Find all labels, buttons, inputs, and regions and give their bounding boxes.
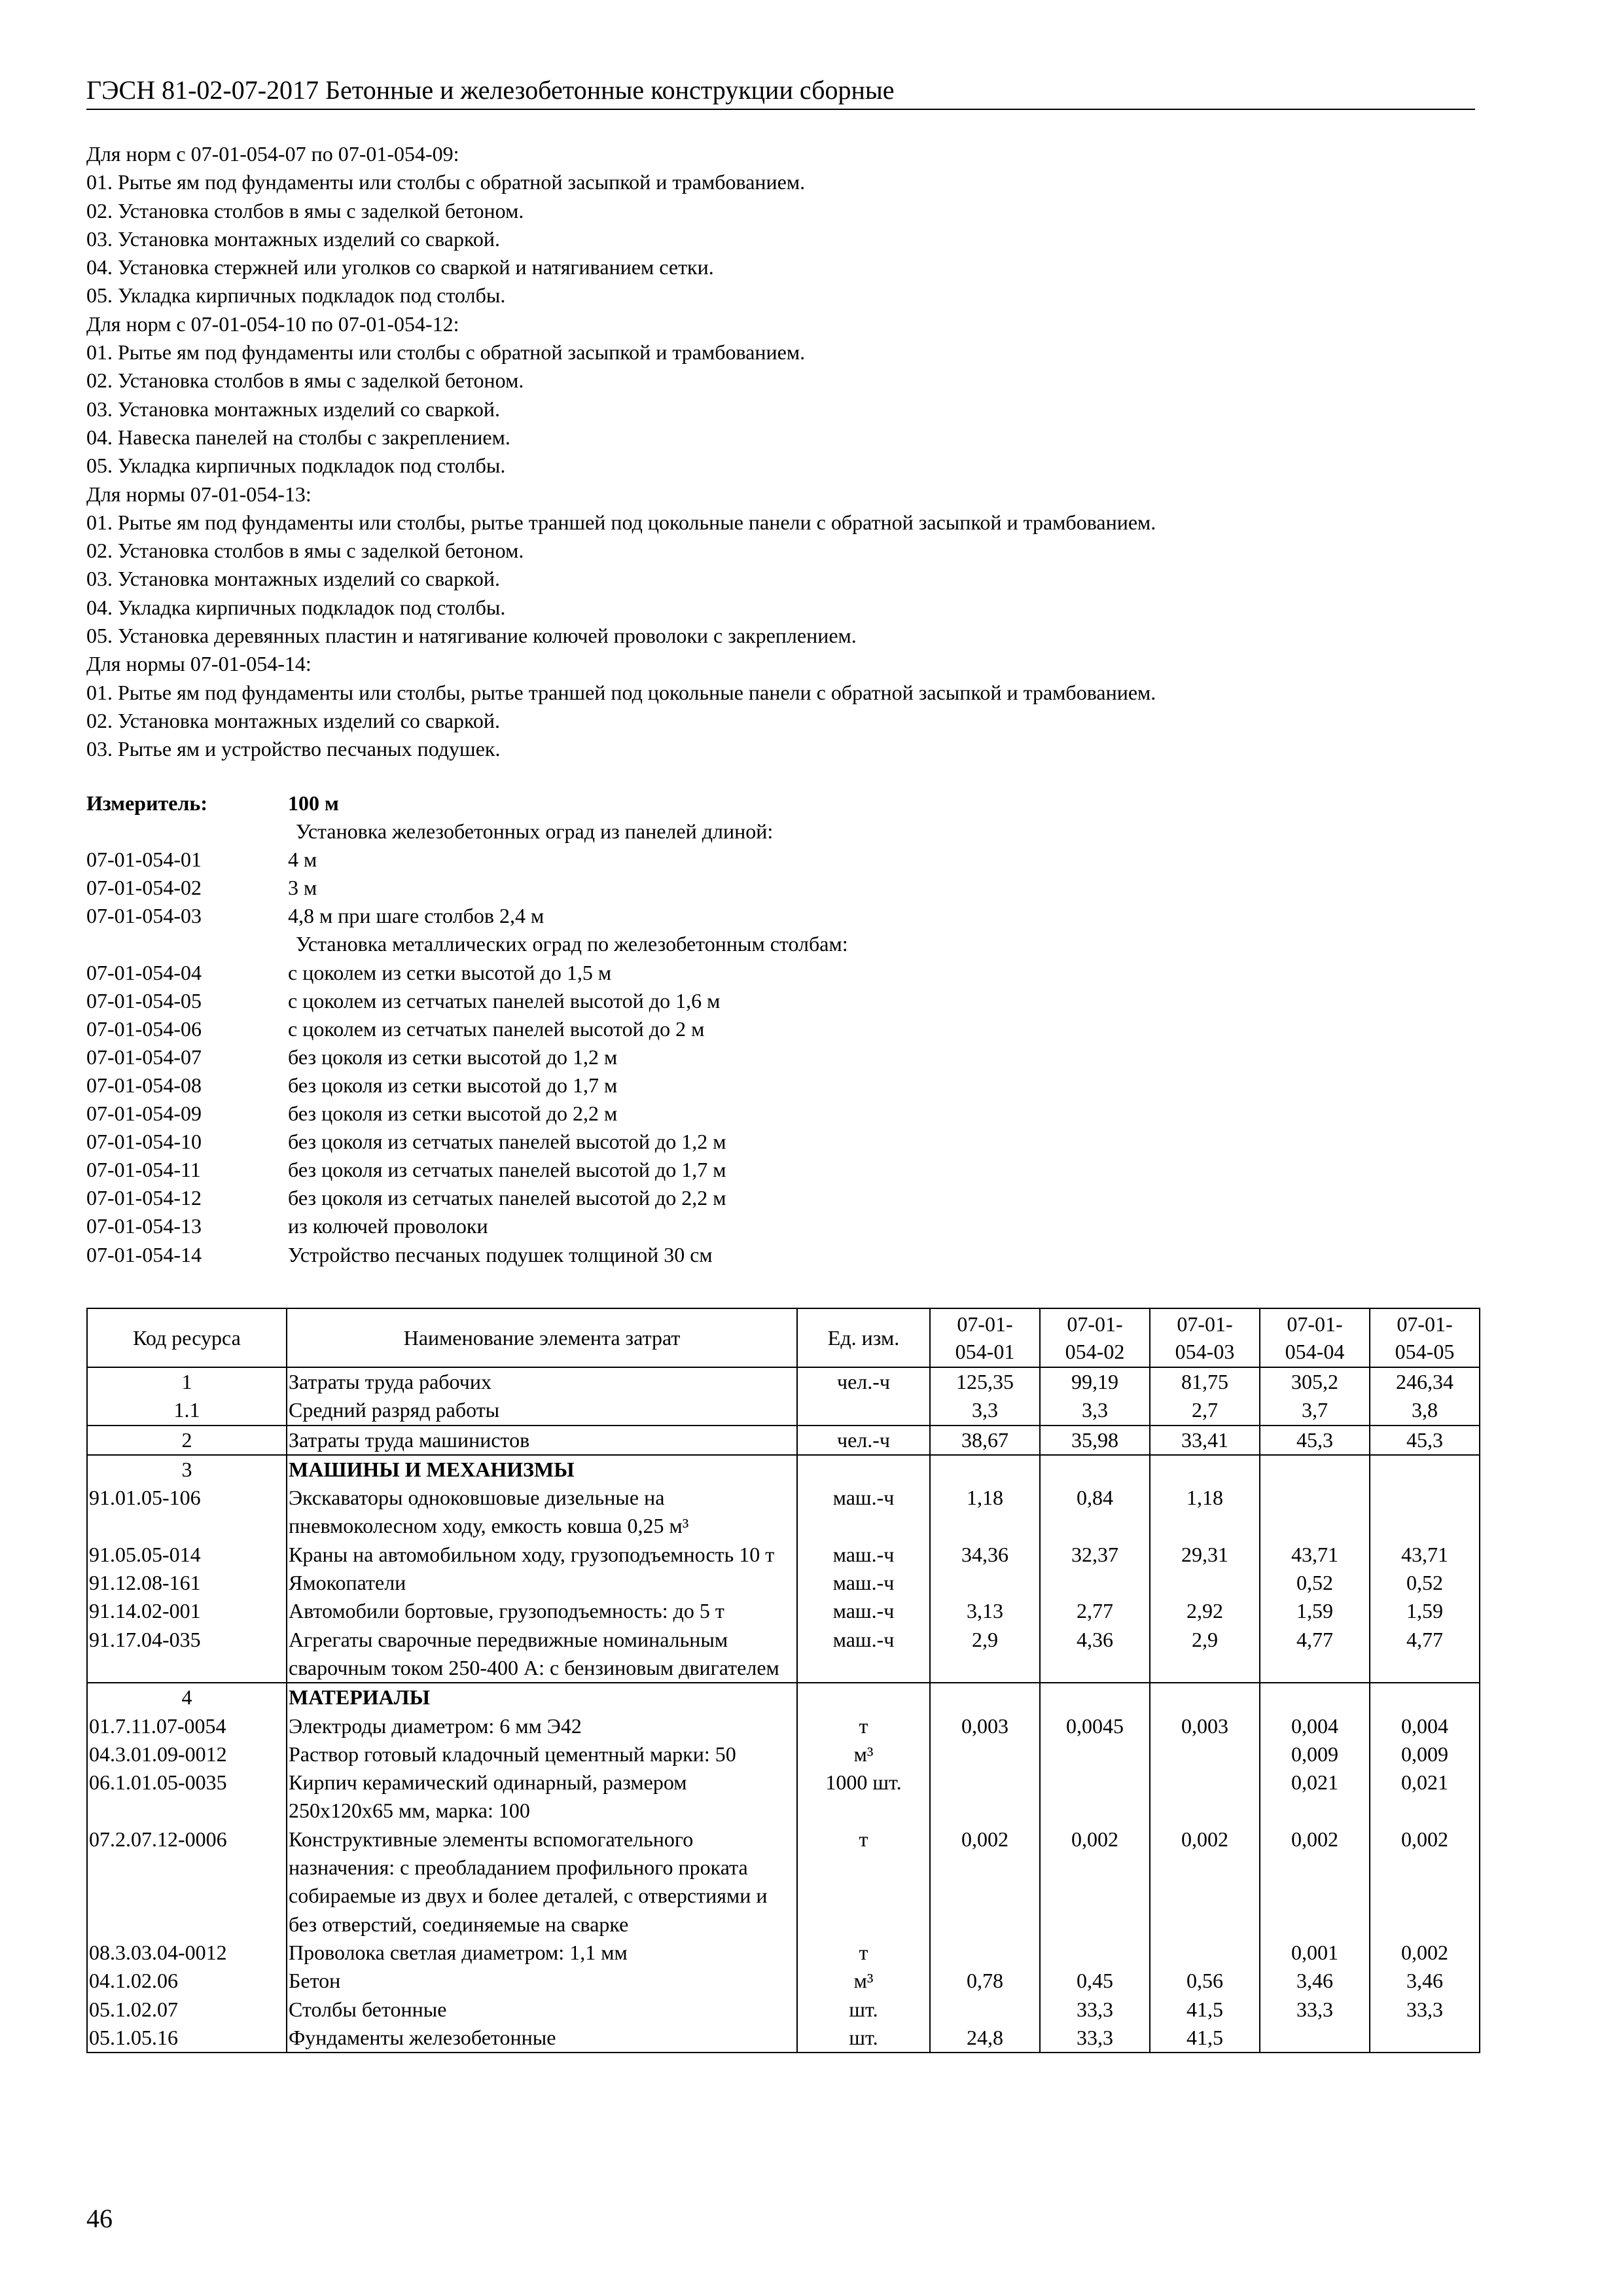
column-header: 07-01- 054-03 — [1150, 1308, 1260, 1367]
norm-value: 4,77 — [1260, 1626, 1370, 1683]
norm-value: 0,002 — [1260, 1825, 1370, 1939]
norm-code: 07-01-054-04 — [86, 960, 202, 984]
section-row — [87, 1367, 1480, 1396]
unit-of-measure — [797, 1683, 930, 1712]
norm-value: 45,3 — [1260, 1426, 1370, 1455]
norm-value: 33,3 — [1370, 1996, 1480, 2024]
cost-element-name: Бетон — [287, 1967, 797, 1995]
norm-value: 33,3 — [1040, 1996, 1150, 2024]
table-row — [87, 1967, 1480, 1995]
cost-element-name: Автомобили бортовые, грузоподъемность: до 5 т — [287, 1597, 797, 1625]
unit-of-measure: т — [797, 1825, 930, 1939]
norm-row — [86, 1212, 1395, 1240]
norm-code: 07-01-054-06 — [86, 1016, 202, 1041]
norm-value — [1040, 1683, 1150, 1712]
norm-value — [1150, 1455, 1260, 1484]
resource-code: 91.14.02-001 — [87, 1597, 287, 1625]
norm-value: 2,9 — [930, 1626, 1040, 1683]
column-header: 07-01- 054-04 — [1260, 1308, 1370, 1367]
norm-description: с цоколем из сетки высотой до 1,5 м — [288, 960, 612, 984]
table-row — [87, 1712, 1480, 1740]
norm-value: 33,3 — [1260, 1996, 1370, 2024]
norm-value — [1370, 2024, 1480, 2053]
resource-code: 91.05.05-014 — [87, 1541, 287, 1569]
norm-row — [86, 987, 1395, 1015]
intro-line: 01. Рытье ям под фундаменты или столбы, рытье траншей под цокольные панели с обратной засыпкой и трамбованием. — [86, 510, 1156, 534]
cost-element-name: МАТЕРИАЛЫ — [287, 1683, 797, 1712]
norm-value: 33,3 — [1040, 2024, 1150, 2053]
cost-element-name: Ямокопатели — [287, 1569, 797, 1597]
norm-description: Устройство песчаных подушек толщиной 30 см — [288, 1242, 713, 1266]
resource-code: 04.3.01.09-0012 — [87, 1740, 287, 1768]
intro-line: 03. Установка монтажных изделий со сваркой. — [86, 397, 501, 421]
norm-code: 07-01-054-08 — [86, 1073, 202, 1097]
norm-description: без цоколя из сетки высотой до 1,2 м — [288, 1045, 618, 1069]
norm-row — [86, 874, 1395, 902]
norm-description: Установка металлических оград по железобетонным столбам: — [296, 932, 848, 956]
table-row — [87, 1597, 1480, 1625]
norm-row — [86, 930, 1395, 958]
table-row — [87, 1825, 1480, 1939]
resource-code: 05.1.05.16 — [87, 2024, 287, 2053]
intro-line: 03. Установка монтажных изделий со сваркой. — [86, 226, 501, 251]
norm-value: 0,84 — [1040, 1484, 1150, 1541]
unit-of-measure: т — [797, 1712, 930, 1740]
norm-value: 3,46 — [1370, 1967, 1480, 1995]
norm-value: 33,41 — [1150, 1426, 1260, 1455]
norm-code: 07-01-054-14 — [86, 1242, 202, 1266]
norm-row — [86, 1184, 1395, 1212]
meter-block — [86, 789, 1395, 1269]
cost-element-name: Затраты труда машинистов — [287, 1426, 797, 1455]
norm-value: 0,021 — [1370, 1768, 1480, 1825]
intro-line: 01. Рытье ям под фундаменты или столбы с обратной засыпкой и трамбованием. — [86, 340, 806, 365]
resource-code: 91.01.05-106 — [87, 1484, 287, 1541]
norm-value: 0,52 — [1370, 1569, 1480, 1597]
norm-code: 07-01-054-12 — [86, 1186, 202, 1210]
section-row — [87, 1426, 1480, 1455]
norm-value — [1150, 1768, 1260, 1825]
norm-value — [1150, 1939, 1260, 1967]
norm-code — [86, 817, 288, 846]
unit-of-measure: маш.-ч — [797, 1597, 930, 1625]
norm-value: 2,92 — [1150, 1597, 1260, 1625]
norm-value: 305,2 — [1260, 1367, 1370, 1396]
norm-value: 125,35 — [930, 1367, 1040, 1396]
intro-line: Для нормы 07-01-054-13: — [86, 482, 312, 506]
norm-value: 3,3 — [930, 1396, 1040, 1425]
resource-table — [86, 1308, 1480, 2053]
norm-description: без цоколя из сетки высотой до 1,7 м — [288, 1073, 618, 1097]
norm-value: 1,18 — [930, 1484, 1040, 1541]
intro-line: 02. Установка столбов в ямы с заделкой бетоном. — [86, 539, 524, 563]
intro-line: 03. Установка монтажных изделий со сваркой. — [86, 567, 501, 591]
norm-value: 0,003 — [1150, 1712, 1260, 1740]
resource-code: 3 — [87, 1455, 287, 1484]
norm-value: 3,3 — [1040, 1396, 1150, 1425]
norm-code: 07-01-054-01 — [86, 848, 202, 872]
cost-element-name: Раствор готовый кладочный цементный марки: 50 — [287, 1740, 797, 1768]
norm-value — [930, 1683, 1040, 1712]
column-header: Код ресурса — [87, 1308, 287, 1367]
norm-row — [86, 1156, 1395, 1184]
norm-list — [86, 817, 1395, 1269]
norm-value — [1150, 1569, 1260, 1597]
norm-description: 4 м — [288, 848, 317, 872]
norm-value: 246,34 — [1370, 1367, 1480, 1396]
norm-value: 1,59 — [1260, 1597, 1370, 1625]
norm-code: 07-01-054-07 — [86, 1045, 202, 1069]
norm-code: 07-01-054-13 — [86, 1214, 202, 1238]
norm-value: 2,7 — [1150, 1396, 1260, 1425]
unit-of-measure: шт. — [797, 1996, 930, 2024]
norm-value: 0,002 — [1040, 1825, 1150, 1939]
norm-value — [1040, 1740, 1150, 1768]
intro-line: 02. Установка монтажных изделий со сваркой. — [86, 708, 501, 732]
norm-value: 0,52 — [1260, 1569, 1370, 1597]
table-body — [87, 1367, 1480, 2053]
resource-code: 2 — [87, 1426, 287, 1455]
norm-code: 07-01-054-05 — [86, 988, 202, 1013]
norm-value — [1260, 2024, 1370, 2053]
intro-line: 02. Установка столбов в ямы с заделкой бетоном. — [86, 198, 524, 223]
intro-line: 05. Укладка кирпичных подкладок под столбы. — [86, 454, 506, 478]
norm-row — [86, 817, 1395, 846]
norm-value: 29,31 — [1150, 1541, 1260, 1569]
norm-value: 41,5 — [1150, 1996, 1260, 2024]
norm-value — [1260, 1484, 1370, 1541]
resource-code: 1.1 — [87, 1396, 287, 1425]
cost-element-name: Агрегаты сварочные передвижные номинальным сварочным током 250-400 А: с бензиновым двигателем — [287, 1626, 797, 1683]
norm-description: 3 м — [288, 876, 317, 900]
table-row — [87, 1569, 1480, 1597]
page-number: 46 — [86, 2204, 113, 2233]
norm-value — [1150, 1740, 1260, 1768]
column-header: Ед. изм. — [797, 1308, 930, 1367]
norm-row — [86, 1043, 1395, 1071]
unit-of-measure — [797, 1455, 930, 1484]
norm-value: 3,46 — [1260, 1967, 1370, 1995]
norm-description: из колючей проволоки — [288, 1214, 488, 1238]
norm-value — [1370, 1484, 1480, 1541]
table-row — [87, 2024, 1480, 2053]
unit-of-measure: маш.-ч — [797, 1541, 930, 1569]
norm-code: 07-01-054-11 — [86, 1158, 201, 1182]
norm-value: 43,71 — [1370, 1541, 1480, 1569]
intro-line: 04. Навеска панелей на столбы с закреплением. — [86, 425, 510, 449]
norm-value: 4,77 — [1370, 1626, 1480, 1683]
norm-value: 0,56 — [1150, 1967, 1260, 1995]
norm-value — [1370, 1683, 1480, 1712]
norm-value — [1150, 1683, 1260, 1712]
unit-of-measure: 1000 шт. — [797, 1768, 930, 1825]
work-composition — [86, 140, 1493, 764]
norm-value: 4,36 — [1040, 1626, 1150, 1683]
cost-element-name: Фундаменты железобетонные — [287, 2024, 797, 2053]
norm-value: 2,9 — [1150, 1626, 1260, 1683]
intro-line: 05. Укладка кирпичных подкладок под столбы. — [86, 283, 506, 308]
norm-value: 3,8 — [1370, 1396, 1480, 1425]
cost-element-name: Краны на автомобильном ходу, грузоподъемность 10 т — [287, 1541, 797, 1569]
norm-value: 0,004 — [1370, 1712, 1480, 1740]
table-row — [87, 1626, 1480, 1683]
unit-of-measure: шт. — [797, 2024, 930, 2053]
intro-line: 02. Установка столбов в ямы с заделкой бетоном. — [86, 368, 524, 393]
norm-value: 24,8 — [930, 2024, 1040, 2053]
norm-description: без цоколя из сетчатых панелей высотой до 1,7 м — [288, 1158, 726, 1182]
resource-code: 91.12.08-161 — [87, 1569, 287, 1597]
resource-code: 07.2.07.12-0006 — [87, 1825, 287, 1939]
resource-code: 1 — [87, 1367, 287, 1396]
norm-code: 07-01-054-02 — [86, 876, 202, 900]
norm-description: Установка железобетонных оград из панелей длиной: — [296, 819, 774, 844]
unit-of-measure: маш.-ч — [797, 1569, 930, 1597]
norm-value: 45,3 — [1370, 1426, 1480, 1455]
norm-value: 0,009 — [1260, 1740, 1370, 1768]
norm-row — [86, 1100, 1395, 1128]
norm-value — [1040, 1455, 1150, 1484]
norm-row — [86, 846, 1395, 874]
unit-of-measure: чел.-ч — [797, 1367, 930, 1396]
norm-value — [930, 1996, 1040, 2024]
cost-element-name: Затраты труда рабочих — [287, 1367, 797, 1396]
column-header: 07-01- 054-05 — [1370, 1308, 1480, 1367]
unit-of-measure: м³ — [797, 1967, 930, 1995]
unit-of-measure: маш.-ч — [797, 1626, 930, 1683]
cost-element-name: Средний разряд работы — [287, 1396, 797, 1425]
norm-row — [86, 1071, 1395, 1100]
meter-row — [86, 789, 1395, 817]
column-header: 07-01- 054-01 — [930, 1308, 1040, 1367]
resource-code: 91.17.04-035 — [87, 1626, 287, 1683]
norm-value — [930, 1740, 1040, 1768]
unit-of-measure: маш.-ч — [797, 1484, 930, 1541]
section-row — [87, 1683, 1480, 1712]
norm-row — [86, 1015, 1395, 1043]
resource-code: 04.1.02.06 — [87, 1967, 287, 1995]
norm-description: с цоколем из сетчатых панелей высотой до 2 м — [288, 1016, 705, 1041]
norm-value — [1370, 1455, 1480, 1484]
norm-row — [86, 1241, 1395, 1269]
column-header: 07-01- 054-02 — [1040, 1308, 1150, 1367]
norm-value — [930, 1455, 1040, 1484]
norm-value: 0,002 — [1370, 1825, 1480, 1939]
unit-of-measure: чел.-ч — [797, 1426, 930, 1455]
intro-line: Для норм с 07-01-054-10 по 07-01-054-12: — [86, 312, 459, 336]
norm-value: 0,003 — [930, 1712, 1040, 1740]
norm-value — [930, 1768, 1040, 1825]
cost-element-name: МАШИНЫ И МЕХАНИЗМЫ — [287, 1455, 797, 1484]
table-row — [87, 1740, 1480, 1768]
norm-value: 38,67 — [930, 1426, 1040, 1455]
norm-code — [86, 930, 288, 958]
norm-description: без цоколя из сетчатых панелей высотой до 2,2 м — [288, 1186, 726, 1210]
norm-value: 1,18 — [1150, 1484, 1260, 1541]
norm-value: 81,75 — [1150, 1367, 1260, 1396]
norm-value: 0,002 — [1370, 1939, 1480, 1967]
norm-value: 0,009 — [1370, 1740, 1480, 1768]
norm-value: 0,004 — [1260, 1712, 1370, 1740]
intro-line: 04. Установка стержней или уголков со сваркой и натягиванием сетки. — [86, 255, 714, 279]
norm-value: 0,002 — [1150, 1825, 1260, 1939]
cost-element-name: Экскаваторы одноковшовые дизельные на пневмоколесном ходу, емкость ковша 0,25 м³ — [287, 1484, 797, 1541]
norm-value — [1040, 1768, 1150, 1825]
norm-row — [86, 902, 1395, 930]
norm-value — [1260, 1683, 1370, 1712]
norm-value: 3,7 — [1260, 1396, 1370, 1425]
column-header: Наименование элемента затрат — [287, 1308, 797, 1367]
cost-element-name: Проволока светлая диаметром: 1,1 мм — [287, 1939, 797, 1967]
table-row — [87, 1768, 1480, 1825]
norm-value: 2,77 — [1040, 1597, 1150, 1625]
table-row — [87, 1939, 1480, 1967]
norm-value: 99,19 — [1040, 1367, 1150, 1396]
page-header: ГЭСН 81-02-07-2017 Бетонные и железобетонные конструкции сборные — [86, 73, 1475, 110]
intro-line: 04. Укладка кирпичных подкладок под столбы. — [86, 595, 506, 619]
resource-code: 4 — [87, 1683, 287, 1712]
intro-line: Для нормы 07-01-054-14: — [86, 652, 312, 676]
intro-line: 03. Рытье ям и устройство песчаных подушек. — [86, 737, 501, 761]
norm-value: 43,71 — [1260, 1541, 1370, 1569]
norm-value: 0,0045 — [1040, 1712, 1150, 1740]
norm-value: 34,36 — [930, 1541, 1040, 1569]
norm-description: без цоколя из сетки высотой до 2,2 м — [288, 1102, 618, 1126]
norm-code: 07-01-054-10 — [86, 1130, 202, 1154]
norm-code: 07-01-054-09 — [86, 1102, 202, 1126]
norm-code: 07-01-054-03 — [86, 904, 202, 928]
norm-description: 4,8 м при шаге столбов 2,4 м — [288, 904, 544, 928]
unit-of-measure: т — [797, 1939, 930, 1967]
norm-value — [930, 1939, 1040, 1967]
intro-line: Для норм с 07-01-054-07 по 07-01-054-09: — [86, 142, 459, 166]
table-row — [87, 1484, 1480, 1541]
norm-value: 3,13 — [930, 1597, 1040, 1625]
norm-value: 0,45 — [1040, 1967, 1150, 1995]
norm-value: 0,001 — [1260, 1939, 1370, 1967]
table-row — [87, 1541, 1480, 1569]
norm-value: 1,59 — [1370, 1597, 1480, 1625]
norm-description: без цоколя из сетчатых панелей высотой до 1,2 м — [288, 1130, 726, 1154]
norm-row — [86, 959, 1395, 987]
cost-element-name: Кирпич керамический одинарный, размером 250х120х65 мм, марка: 100 — [287, 1768, 797, 1825]
norm-row — [86, 1128, 1395, 1156]
intro-line: 01. Рытье ям под фундаменты или столбы, рытье траншей под цокольные панели с обратной засыпкой и трамбованием. — [86, 680, 1156, 704]
norm-value: 0,002 — [930, 1825, 1040, 1939]
cost-element-name: Электроды диаметром: 6 мм Э42 — [287, 1712, 797, 1740]
intro-line: 05. Установка деревянных пластин и натягивание колючей проволоки с закреплением. — [86, 624, 857, 648]
intro-line: 01. Рытье ям под фундаменты или столбы с обратной засыпкой и трамбованием. — [86, 170, 806, 194]
norm-value: 0,78 — [930, 1967, 1040, 1995]
resource-code: 06.1.01.05-0035 — [87, 1768, 287, 1825]
norm-description: с цоколем из сетчатых панелей высотой до 1,6 м — [288, 988, 721, 1013]
norm-value — [1040, 1939, 1150, 1967]
norm-value — [930, 1569, 1040, 1597]
meter-label: Измеритель: — [86, 791, 207, 815]
resource-code: 08.3.03.04-0012 — [87, 1939, 287, 1967]
unit-of-measure — [797, 1396, 930, 1425]
meter-value: 100 м — [288, 791, 339, 815]
table-row — [87, 1996, 1480, 2024]
resource-code: 01.7.11.07-0054 — [87, 1712, 287, 1740]
table-header-row — [87, 1308, 1480, 1367]
norm-value: 35,98 — [1040, 1426, 1150, 1455]
cost-element-name: Столбы бетонные — [287, 1996, 797, 2024]
unit-of-measure: м³ — [797, 1740, 930, 1768]
norm-value: 32,37 — [1040, 1541, 1150, 1569]
cost-element-name: Конструктивные элементы вспомогательного назначения: с преобладанием профильного проката собираемые из двух и более деталей, с отверстиями и без отверстий, соединяемые на сварке — [287, 1825, 797, 1939]
resource-code: 05.1.02.07 — [87, 1996, 287, 2024]
section-row — [87, 1455, 1480, 1484]
norm-value: 0,021 — [1260, 1768, 1370, 1825]
norm-value: 41,5 — [1150, 2024, 1260, 2053]
norm-value — [1260, 1455, 1370, 1484]
norm-value — [1040, 1569, 1150, 1597]
table-row — [87, 1396, 1480, 1425]
